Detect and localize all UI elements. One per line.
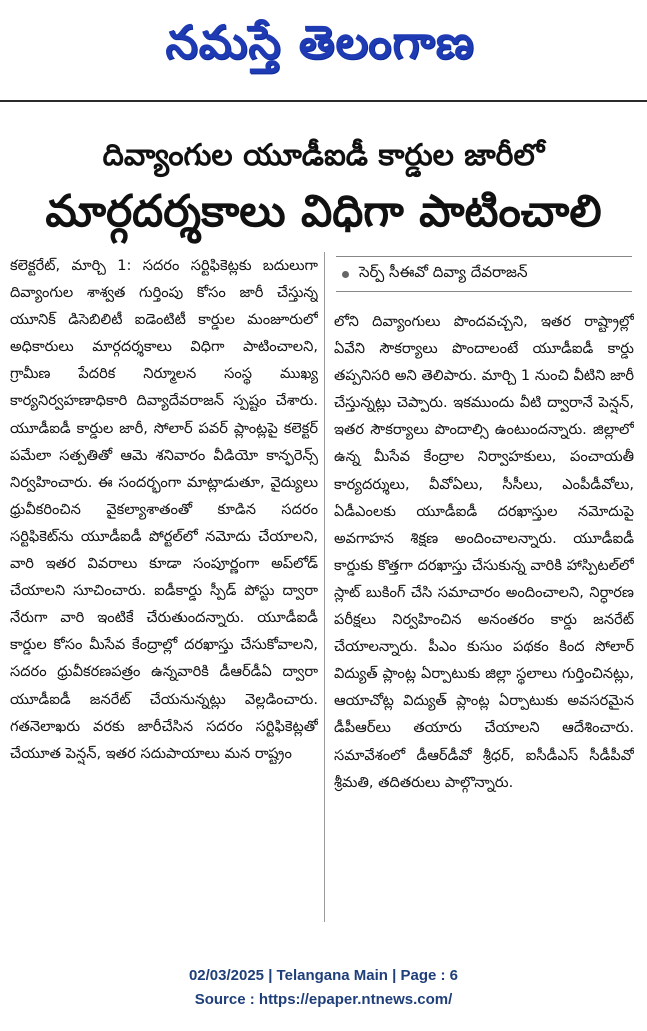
article-body-right-column: లోని దివ్యాంగులు పొందవచ్చని, ఇతర రాష్ట్రాల్లో ఏవేని సౌకర్యాలు పొందాలంటే యూడీఐడీ కార్డు తప్పనిసరి అని తెలిపారు. మార్చి 1 నుంచి వీటిని జారీ చేస్తున్నట్లు చెప్పారు. ఇకముందు వీటి ద్వారానే పెన్షన్, ఇతర సౌకర్యాలు పొందాల్సి ఉంటుందన్నారు. జిల్లాలో ఉన్న మీసేవ కేంద్రాల నిర్వాహకులు, పంచాయతీ కార్యదర్శులు, వీవోఏలు, సీసీలు, ఎంపీడీవోలు, ఏడీఎంలకు యూడీఐడీ దరఖాస్తుల నమోదుపై అవగాహన శిక్షణ అందించాలన్నారు. యూడీఐడీ కార్డుకు కొత్తగా దరఖాస్తు చేసుకున్న వారికి హాస్పిటల్‌లో స్లాట్ బుకింగ్ చేసి సమాచారం అందించాలని, నిర్ధారణ పరీక్షలు నిర్వహించిన అనంతరం కార్డు జనరేట్ చేయాలన్నారు. పీఎం కుసుం పథకం కింద సోలార్ విద్యుత్ ప్లాంట్ల ఏర్పాటుకు జిల్లా స్థలాలు గుర్తించినట్లు, ఆయాచోట్ల విద్యుత్ ప్లాంట్ల ఏర్పాటుకు అవసరమైన డీపీఆర్‌లు తయారు చేయాలని ఆదేశించారు. సమావేశంలో డీఆర్‌డీవో శ్రీధర్, ఐసీడీఎస్ సీడీపీవో శ్రీమతి, తదితరులు పాల్గొన్నారు. [334, 313, 634, 791]
masthead-divider [0, 100, 647, 102]
byline-box [336, 256, 632, 292]
column-divider [324, 252, 325, 922]
footer-date-line: 02/03/2025 | Telangana Main | Page : 6 [188, 967, 459, 984]
masthead-logo: నమస్తే తెలంగాణ [165, 15, 475, 69]
article-kicker: దివ్యాంగుల యూడీఐడీ కార్డుల జారీలో [102, 138, 545, 173]
article-headline: మార్గదర్శకాలు విధిగా పాటించాలి [45, 186, 602, 237]
article-body-left-column: కలెక్టరేట్, మార్చి 1: సదరం సర్టిఫికెట్లకు బదులుగా దివ్యాంగుల శాశ్వత గుర్తింపు కోసం జారీ చేస్తున్న యూనిక్ డిసెబిలిటీ ఐడెంటిటీ కార్డుల మంజూరులో అధికారులు మార్గదర్శకాలు విధిగా పాటించాలని, గ్రామీణ పేదరిక నిర్మూలన సంస్థ ముఖ్య కార్యనిర్వహణాధికారి దివ్యాదేవరాజన్ స్పష్టం చేశారు. యూడీఐడీ కార్డుల జారీ, సోలార్ పవర్ ప్లాంట్లపై కలెక్టర్ పమేలా సత్పతితో ఆమె శనివారం వీడియో కాన్ఫరెన్స్ నిర్వహించారు. ఈ సందర్భంగా మాట్లాడుతూ, వైద్యులు ధ్రువీకరించిన వైకల్యాశాతంతో కూడిన సదరం సర్టిఫికెట్‌ను యూడీఐడీ పోర్టల్‌లో నమోదు చేయాలని, వారి ఇతర వివరాలు కూడా సంపూర్ణంగా అప్‌లోడ్ చేయాలని సూచించారు. ఐడీకార్డు స్పీడ్ పోస్టు ద్వారా నేరుగా వారి ఇంటికే చేరుతుందన్నారు. యూడీఐడీ కార్డుల కోసం మీసేవ కేంద్రాల్లో దరఖాస్తు చేసుకోవాలని, సదరం ధ్రువీకరణపత్రం ఉన్నవారికి డీఆర్‌డీఏ ద్వారా యూడీఐడీ జనరేట్ చేయనున్నట్లు వెల్లడించారు. గతనెలాఖరు వరకు జారీచేసిన సదరం సర్టిఫికెట్లతో చేయూత పెన్షన్, ఇతర సదుపాయాలు మన రాష్ట్రం [10, 257, 318, 762]
bullet-icon [342, 271, 349, 278]
footer-source-line: Source : https://epaper.ntnews.com/ [194, 991, 453, 1008]
byline-text: సెర్ప్ సీఈవో దివ్యా దేవరాజన్ [359, 263, 528, 281]
